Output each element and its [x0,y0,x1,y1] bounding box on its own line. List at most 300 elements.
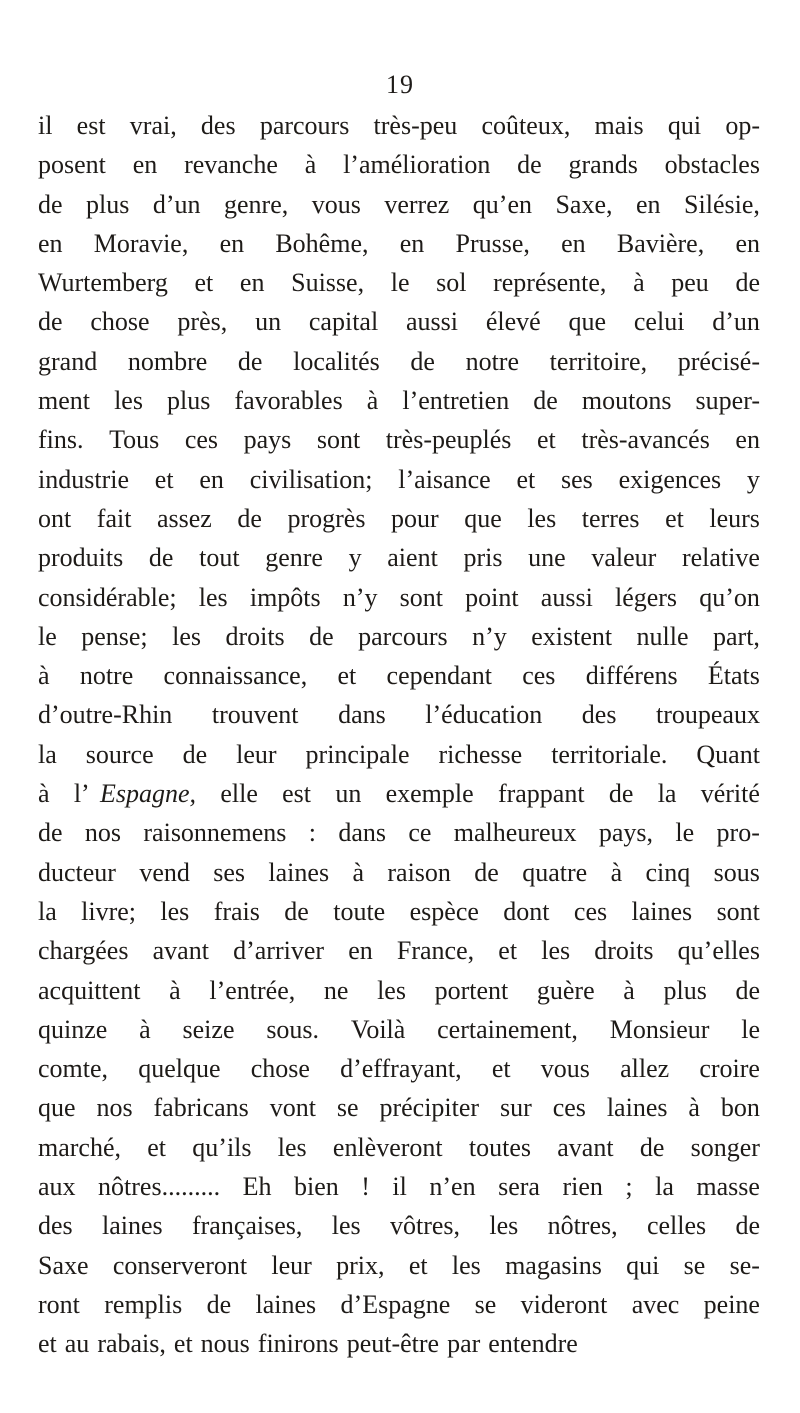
word: les [541,936,571,966]
word: laines [268,857,330,887]
word: connaissance, [163,661,308,691]
word: en [399,228,425,258]
text-line [38,853,760,892]
word: en [348,936,373,966]
word: les [451,1250,481,1280]
word: dont [503,896,550,926]
word: au [64,1329,90,1359]
word: pays [243,425,292,455]
word: quatre [522,857,588,887]
word: vrai, [129,111,177,140]
word: rabais, [97,1329,166,1359]
word: leur [271,1250,312,1280]
word: leurs [709,503,760,533]
word: entendre [488,1329,578,1359]
text-line [38,813,760,852]
word: en [636,189,661,219]
word: qu’en [472,189,532,219]
word: ont [38,503,72,533]
word: sur [500,1093,532,1123]
word: les [489,1211,519,1241]
word: l’entretien [402,386,510,416]
word: prix, [336,1250,385,1280]
word: ces [184,425,219,455]
word: précipiter [379,1093,480,1123]
word: ducteur [38,857,116,887]
text-line [38,145,760,184]
word: relative [681,543,760,573]
word: d’un [152,189,201,219]
word: et [537,425,556,455]
word: qui [626,1250,660,1280]
word: Silésie, [684,189,760,219]
word: quelque [138,1054,221,1084]
word: sous. [266,1014,320,1044]
word: ses [213,857,246,887]
word: moutons [581,386,672,416]
word: et [337,661,357,691]
word: la [38,896,57,926]
word: Bohême, [275,228,369,258]
word: un [255,307,282,337]
word: trouvent [211,700,299,730]
word: et [665,503,684,533]
word: droits [225,621,285,651]
word: à [38,779,50,809]
word: pour [391,503,439,533]
word: exemple [385,779,474,809]
word: songer [690,1132,760,1162]
text-line [38,224,760,263]
word: de [735,975,760,1005]
word: vous [311,189,361,219]
word: dans [338,700,386,730]
word: grands [568,150,638,180]
word: qui [667,111,702,140]
word: conserveront [112,1250,248,1280]
word: à [633,268,645,298]
word: part, [713,621,760,651]
word: peu [671,268,709,298]
text-line [38,892,760,931]
word: des [581,700,617,730]
word: de [38,307,63,337]
word: France, [396,936,475,966]
word: qu’ils [192,1132,252,1162]
word: très-peu [373,111,458,140]
word: notre [465,346,519,376]
text-line [38,578,760,617]
word: laines [255,1289,317,1319]
text-line [38,1206,760,1245]
word: sol [436,268,467,298]
word: livre; [81,896,137,926]
word: Prusse, [455,228,530,258]
word: espèce [409,896,479,926]
word: toute [333,896,386,926]
word: qu’elles [677,936,760,966]
word: et [408,1250,428,1280]
word: le [390,268,410,298]
word: bon [720,1093,760,1123]
word: nulle [636,621,689,651]
word: ne [323,975,349,1005]
word: croire [699,1054,760,1084]
word: fins. [38,425,84,455]
text-line [38,695,760,734]
word: peut-être [346,1329,440,1359]
word: les [331,1211,361,1241]
word: en [199,464,224,494]
word: se [336,1093,359,1123]
word: d’outre-Rhin [38,700,173,730]
text-line [38,1246,760,1285]
word: que [464,503,502,533]
word: à [169,975,181,1005]
word: peine [703,1289,760,1319]
word: de [410,346,435,376]
word: à [139,1014,151,1044]
word: valeur [591,543,657,573]
word: Tous [109,425,160,455]
word: enlèveront [332,1132,443,1162]
word: que [38,1093,76,1123]
text-line [38,1128,760,1167]
text-line [38,185,760,224]
body-text [38,106,760,1364]
word: et [516,464,536,494]
word: le [675,818,695,848]
word: en [219,228,245,258]
word: y [746,464,760,494]
word: nôtres, [547,1211,618,1241]
word: Eh [242,1172,272,1202]
word: aux [38,1172,76,1202]
word: revanche [184,150,278,180]
word: l’aisance [398,464,491,494]
word: il [392,1172,407,1202]
word: à [610,857,623,887]
word: par [447,1329,481,1359]
word: terres [581,503,640,533]
word: masse [696,1172,760,1202]
word: d’un [712,307,760,337]
text-line [38,460,760,499]
word: pris [463,543,503,573]
word: se [474,1289,497,1319]
word: raisonnemens [143,818,287,848]
word: et [154,464,174,494]
word: favorables [234,386,343,416]
text-line [38,774,760,813]
word: de [533,386,558,416]
word: coûteux, [481,111,571,140]
word: très-avancés [581,425,710,455]
word: leur [236,739,277,769]
word: verrez [384,189,450,219]
word: et [173,1329,193,1359]
word: la [38,739,57,769]
word: frais [213,896,260,926]
text-line [38,381,760,420]
word: richesse [438,739,523,769]
word: Quant [696,739,760,769]
word: françaises, [191,1211,303,1241]
word: n’y [472,621,507,651]
text-line [38,1285,760,1324]
word: dans [338,818,386,848]
word: les [277,1132,307,1162]
word: considérable; [38,582,177,612]
word: celles [646,1211,707,1241]
word: magasins [505,1250,602,1280]
word: portent [434,975,509,1005]
word: pense; [81,621,148,651]
word: précisé- [677,346,760,376]
word: vend [139,857,190,887]
text-line [38,971,760,1010]
word: videront [520,1289,608,1319]
word: et [147,1132,167,1162]
word: et [498,936,518,966]
word: une [528,543,566,573]
word: se- [729,1250,760,1280]
word: elle [220,779,258,809]
word: posent [38,150,106,180]
word: Monsieur [609,1014,710,1044]
word: ront [38,1289,80,1319]
text-line [38,538,760,577]
word: sont [399,582,443,612]
word: en [38,228,63,258]
word: parcours [259,111,350,140]
word: y [348,543,362,573]
word: guère [536,975,595,1005]
word: chargées [38,936,129,966]
word: les [160,896,190,926]
word: Saxe [38,1250,89,1280]
word: plus [663,975,707,1005]
text-line [38,263,760,302]
word: genre [265,543,323,573]
word: fabricans [153,1093,249,1123]
word: le [38,621,57,651]
word: celui [633,307,685,337]
word: la [657,779,677,809]
word: l’ [73,779,90,809]
word: nombre [127,346,208,376]
word: op- [725,111,760,140]
word: vous [540,1054,590,1084]
word: États [707,661,760,691]
word: à [366,386,379,416]
word: ses [561,464,593,494]
word: genre, [224,189,289,219]
text-line [38,617,760,656]
word: en [735,425,760,455]
word: les [377,975,406,1005]
word: en [561,228,586,258]
word: est [282,779,312,809]
word: nos [84,818,122,848]
word: tout [199,543,240,573]
word: sous [713,857,760,887]
word: des [38,1211,73,1241]
word: vérité [700,779,760,809]
word: ! [361,1172,370,1202]
word: les [172,621,201,651]
word: il [38,111,53,140]
word: les [527,503,557,533]
word: ; [625,1172,633,1202]
word: seize [182,1014,235,1044]
word: Saxe, [555,189,613,219]
word: de [237,503,262,533]
word: industrie [38,464,129,494]
text-line [38,1088,760,1127]
word: et [38,1329,57,1359]
text-line [38,106,760,145]
word: rien [562,1172,603,1202]
word: Bavière, [616,228,705,258]
text-line [38,420,760,459]
word: droits [594,936,654,966]
word: comte, [38,1054,109,1084]
word: que [568,307,607,337]
word: aussi [406,307,459,337]
word: de [38,818,63,848]
word: Voilà [350,1014,406,1044]
word: se [683,1250,706,1280]
word: en [735,228,760,258]
word: avant [557,1132,614,1162]
word: légers [614,582,678,612]
word: cependant [386,661,492,691]
word: sont [316,425,361,455]
word: laines [102,1211,163,1241]
word: n’en [429,1172,476,1202]
text-line [38,735,760,774]
word: sera [498,1172,540,1202]
word: territoriale. [551,739,668,769]
word: aient [387,543,438,573]
word: ment [38,386,90,416]
word: plus [86,189,130,219]
word: parcours [358,621,448,651]
word: l’entrée, [209,975,296,1005]
word: pays, [598,818,654,848]
word: raison [387,857,451,887]
word: de [639,1132,665,1162]
text-line [38,499,760,538]
text-line [38,1167,760,1206]
word: de [182,739,208,769]
text-line [38,302,760,341]
word: les [198,582,228,612]
word: avant [152,936,209,966]
word: mais [594,111,644,140]
word: aussi [540,582,593,612]
word: vont [269,1093,316,1123]
word: de [735,1211,760,1241]
word: très-peuplés [385,425,512,455]
word: l’éducation [425,700,543,730]
word: d’Espagne [340,1289,451,1319]
word: de [735,268,760,298]
word: à [352,857,364,887]
word: acquittent [38,975,141,1005]
text-line [38,656,760,695]
word: existent [531,621,613,651]
word: en [239,268,265,298]
word: pro- [716,818,760,848]
word: en [132,150,158,180]
word: laines [631,896,693,926]
word: de [206,1289,232,1319]
word: n’y [342,582,378,612]
word: localités [293,346,380,376]
word: des [200,111,236,140]
word: sont [716,896,760,926]
word: et [194,268,214,298]
word: à [688,1093,700,1123]
word: marché, [38,1132,122,1162]
word: bien [293,1172,339,1202]
text-line [38,931,760,970]
word: de [517,150,542,180]
word: de [38,189,63,219]
word: cinq [645,857,691,887]
word: finirons [257,1329,339,1359]
word: chose [90,307,150,337]
word: point [465,582,519,612]
word: de [237,346,263,376]
word: de [284,896,309,926]
text-line [38,1049,760,1088]
word: de [148,543,174,573]
word: différens [585,661,678,691]
word: chose [250,1054,310,1084]
word: près, [177,307,228,337]
word: nos [96,1093,133,1123]
word: qu’on [699,582,760,612]
word: ce [408,818,432,848]
word: Moravie, [93,228,189,258]
word: troupeaux [656,700,760,730]
word: est [76,111,106,140]
word: un [335,779,362,809]
word: : [308,818,316,848]
word: exigences [618,464,722,494]
word: représente, [493,268,607,298]
text-line [38,1324,760,1363]
word: l’amélioration [343,150,491,180]
word: super- [695,386,760,416]
word: civilisation; [249,464,373,494]
word: notre [79,661,134,691]
word: malheureux [453,818,577,848]
word: Espagne, [100,779,197,809]
word: la [655,1172,674,1202]
word: à [304,150,317,180]
word: produits [38,543,124,573]
word: Wurtemberg [38,268,168,298]
word: quinze [38,1014,108,1044]
word: Suisse, [291,268,365,298]
word: nous [200,1329,250,1359]
word: de [608,779,634,809]
word: principale [305,739,410,769]
